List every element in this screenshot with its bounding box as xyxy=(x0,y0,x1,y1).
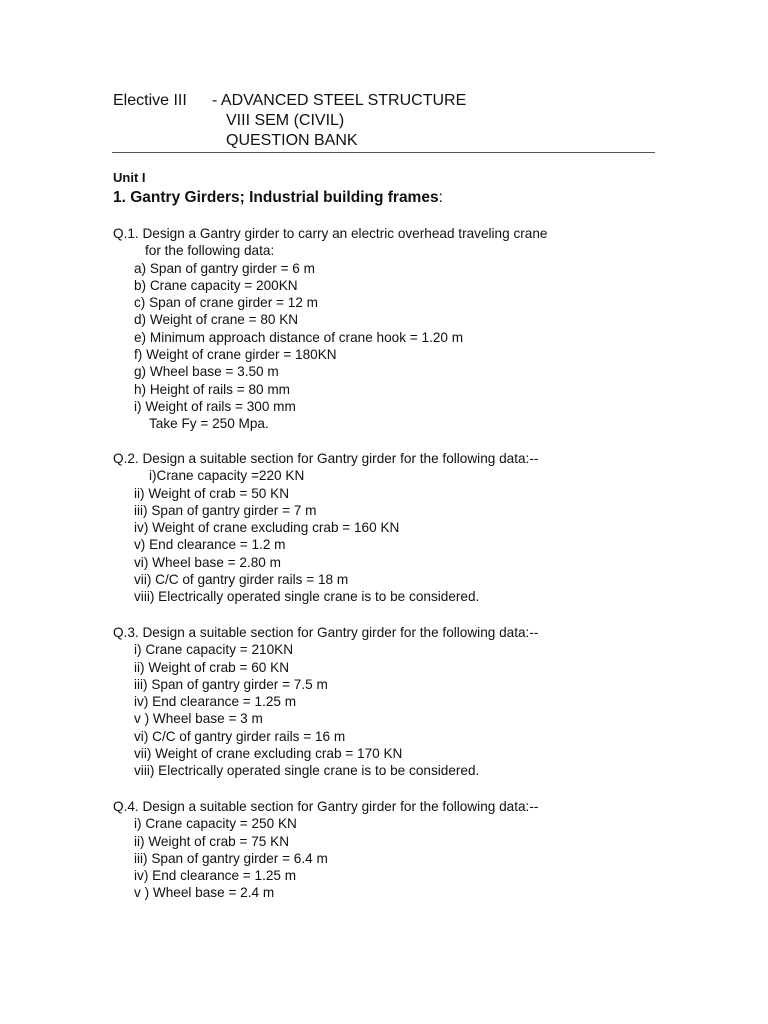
question-1-item: b) Crane capacity = 200KN xyxy=(134,277,298,293)
unit-label: Unit I xyxy=(113,170,146,185)
question-1-note: Take Fy = 250 Mpa. xyxy=(149,416,269,432)
question-1-item: i) Weight of rails = 300 mm xyxy=(134,398,296,414)
question-1 xyxy=(113,225,673,433)
section-heading xyxy=(113,188,443,208)
question-2-item: i)Crane capacity =220 KN xyxy=(149,468,305,484)
question-4 xyxy=(113,798,673,902)
question-1-title: Q.1. Design a Gantry girder to carry an electric overhead traveling crane xyxy=(113,226,548,241)
question-2-item: v) End clearance = 1.2 m xyxy=(134,537,286,553)
question-4-item: iv) End clearance = 1.25 m xyxy=(134,868,297,884)
elective-label: Elective III xyxy=(113,92,187,109)
question-4-item: i) Crane capacity = 250 KN xyxy=(134,816,297,832)
question-2-item: vi) Wheel base = 2.80 m xyxy=(134,554,281,570)
question-1-item: e) Minimum approach distance of crane hook = 1.20 m xyxy=(134,329,464,345)
question-2-item: iv) Weight of crane excluding crab = 160 KN xyxy=(134,520,400,536)
question-4-title: Q.4. Design a suitable section for Gantry girder for the following data:-- xyxy=(113,799,539,814)
subject-title: - ADVANCED STEEL STRUCTURE xyxy=(212,92,467,109)
question-2 xyxy=(113,450,673,606)
question-3-title: Q.3. Design a suitable section for Gantry girder for the following data:-- xyxy=(113,625,539,640)
question-4-item: ii) Weight of crab = 75 KN xyxy=(134,833,290,849)
header-divider xyxy=(112,152,655,153)
question-2-item: ii) Weight of crab = 50 KN xyxy=(134,485,290,501)
question-3-item: v ) Wheel base = 3 m xyxy=(134,711,263,727)
question-2-item: vii) C/C of gantry girder rails = 18 m xyxy=(134,572,349,588)
question-3-item: vi) C/C of gantry girder rails = 16 m xyxy=(134,728,346,744)
section-number: 1. xyxy=(113,189,126,206)
section-title: Gantry Girders; Industrial building frames xyxy=(130,189,439,206)
question-1-item: c) Span of crane girder = 12 m xyxy=(134,295,318,311)
document-type-label: QUESTION BANK xyxy=(226,132,358,149)
question-1-item: a) Span of gantry girder = 6 m xyxy=(134,260,315,276)
question-1-item: d) Weight of crane = 80 KN xyxy=(134,312,299,328)
question-3-item: iv) End clearance = 1.25 m xyxy=(134,694,297,710)
section-suffix: : xyxy=(438,189,443,206)
question-3-item: iii) Span of gantry girder = 7.5 m xyxy=(134,676,328,692)
question-1-item: f) Weight of crane girder = 180KN xyxy=(134,347,337,363)
question-3-item: ii) Weight of crab = 60 KN xyxy=(134,659,290,675)
question-3-item: i) Crane capacity = 210KN xyxy=(134,642,294,658)
question-1-line: for the following data: xyxy=(145,243,275,259)
question-3-item: vii) Weight of crane excluding crab = 170 KN xyxy=(134,746,403,762)
semester-label: VIII SEM (CIVIL) xyxy=(226,112,345,129)
question-2-title: Q.2. Design a suitable section for Gantry girder for the following data:-- xyxy=(113,451,539,466)
question-3-item: viii) Electrically operated single crane is to be considered. xyxy=(134,763,480,779)
question-1-item: h) Height of rails = 80 mm xyxy=(134,381,291,397)
question-4-item: iii) Span of gantry girder = 6.4 m xyxy=(134,850,328,866)
question-2-item: iii) Span of gantry girder = 7 m xyxy=(134,502,317,518)
question-1-item: g) Wheel base = 3.50 m xyxy=(134,364,279,380)
question-3 xyxy=(113,624,673,780)
question-2-item: viii) Electrically operated single crane is to be considered. xyxy=(134,589,480,605)
question-4-item: v ) Wheel base = 2.4 m xyxy=(134,885,275,901)
